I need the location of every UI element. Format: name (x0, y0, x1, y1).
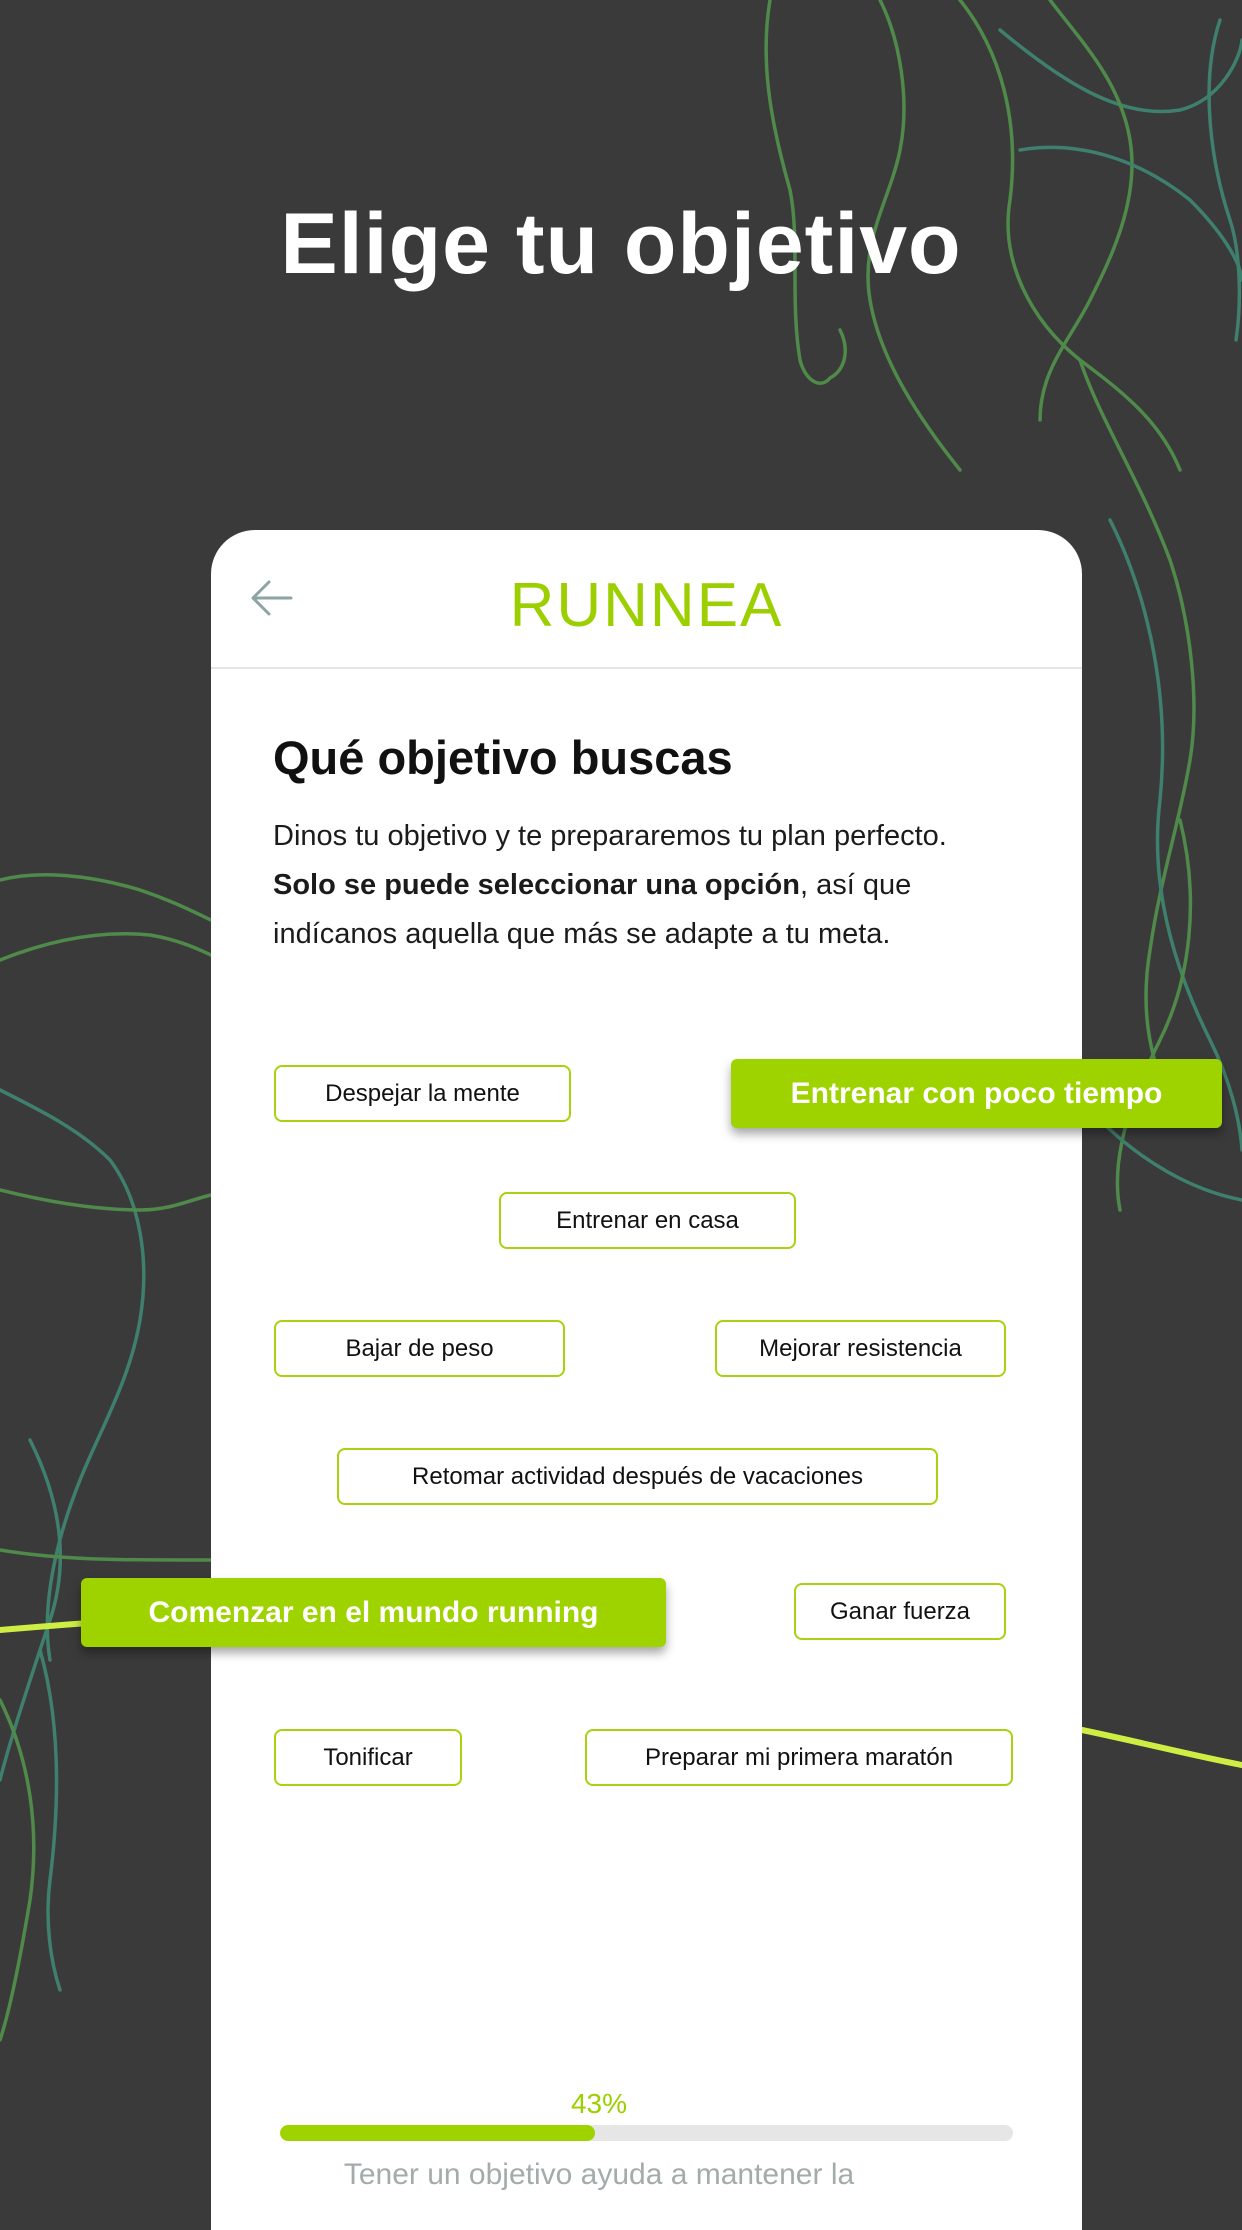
option-comenzar-running-selected[interactable]: Comenzar en el mundo running (81, 1578, 666, 1647)
question-description (273, 812, 1013, 959)
progress-fill (280, 2125, 595, 2141)
progress-bar (280, 2125, 1013, 2141)
description-emphasis: Solo se puede seleccionar una opción (273, 869, 800, 901)
option-bajar-de-peso[interactable]: Bajar de peso (274, 1320, 565, 1377)
option-despejar-la-mente[interactable]: Despejar la mente (274, 1065, 571, 1122)
option-preparar-maraton[interactable]: Preparar mi primera maratón (585, 1729, 1013, 1786)
option-retomar-actividad[interactable]: Retomar actividad después de vacaciones (337, 1448, 938, 1505)
progress-percent: 43% (570, 2088, 628, 2119)
runnea-logo: RUNNEA (509, 571, 784, 640)
description-text-end: , así que indícanos aquella que más se adapte a tu meta. (273, 869, 912, 950)
question-title: Qué objetivo buscas (273, 731, 733, 784)
option-tonificar[interactable]: Tonificar (274, 1729, 462, 1786)
phone-mockup (211, 530, 1082, 2230)
app-header (211, 530, 1082, 669)
option-ganar-fuerza[interactable]: Ganar fuerza (794, 1583, 1006, 1640)
footer-hint: Tener un objetivo ayuda a mantener la (343, 2158, 855, 2191)
option-entrenar-con-poco-tiempo-selected[interactable]: Entrenar con poco tiempo (731, 1059, 1222, 1128)
option-mejorar-resistencia[interactable]: Mejorar resistencia (715, 1320, 1006, 1377)
option-entrenar-en-casa[interactable]: Entrenar en casa (499, 1192, 796, 1249)
description-text: Dinos tu objetivo y te prepararemos tu plan perfecto. (273, 820, 947, 852)
hero-title: Elige tu objetivo (280, 196, 962, 292)
